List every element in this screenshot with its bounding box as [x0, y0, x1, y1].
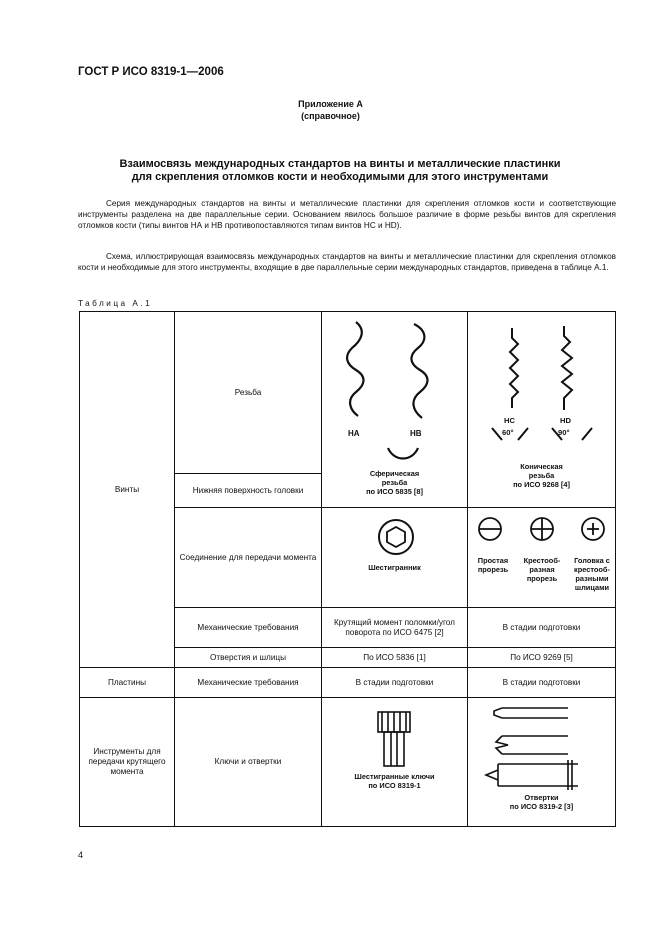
plates-preparation-a: В стадии подготовки — [322, 668, 468, 698]
conical-thread-cell — [468, 312, 616, 508]
slot-caption-1: Простая — [477, 556, 509, 565]
head-surface-label: Нижняя поверхность головки — [175, 474, 322, 508]
paragraph-1: Серия международных стандартов на винты и металлические пластинки для скрепления отломков кости и соответствующие инструменты разделена на две параллельные серии. Основанием явилось большое различие в форме резьбы винтов для скрепления отломков кости (типы винтов НА и НВ противопоставляются типам винтов НС и HD). — [78, 199, 616, 230]
hex-key-cell — [322, 698, 468, 827]
table-row — [80, 312, 616, 474]
crosshead-caption-4: шлицами — [574, 583, 610, 592]
table-caption: Таблица А.1 — [78, 299, 153, 308]
standards-table — [79, 311, 616, 827]
page-number: 4 — [78, 850, 84, 860]
mechanical-label: Механические требования — [175, 608, 322, 648]
keys-label: Ключи и отвертки — [175, 698, 322, 827]
conical-caption-3: по ИСО 9268 [4] — [513, 480, 570, 489]
screwdriver-cell — [468, 698, 616, 827]
slot-caption-2: прорезь — [477, 565, 509, 574]
cross-caption-2: разная — [529, 565, 555, 574]
slot-types-cell — [468, 508, 616, 608]
cross-caption-3: прорезь — [526, 574, 558, 583]
appendix-subtitle: (справочное) — [301, 111, 360, 121]
hd-label: HD — [560, 416, 571, 425]
angle-hd: 90° — [558, 428, 570, 437]
table-row — [80, 698, 616, 827]
spherical-caption-3: по ИСО 5835 [8] — [366, 487, 423, 496]
hexagon-caption: Шестигранник — [368, 563, 421, 572]
instruments-cell: Инструменты для передачи крутящего момента — [80, 698, 175, 827]
hex-key-caption-1: Шестигранные ключи — [354, 772, 435, 781]
plates-preparation-b: В стадии подготовки — [468, 668, 616, 698]
crosshead-caption-3: разными — [575, 574, 609, 583]
spherical-caption-1: Сферическая — [369, 469, 420, 478]
conical-caption-2: резьба — [528, 471, 555, 480]
plates-mechanical-label: Механические требования — [175, 668, 322, 698]
cross-caption-1: Крестооб- — [523, 556, 561, 565]
title-line-2: для скрепления отломков кости и необходимыми для этого инструментами — [131, 171, 549, 183]
title-line-1: Взаимосвязь международных стандартов на винты и металлические пластинки — [119, 158, 561, 170]
plates-cell: Пластины — [80, 668, 175, 698]
angle-hc: 60° — [502, 428, 514, 437]
paragraph-2: Схема, иллюстрирующая взаимосвязь международных стандартов на винты и металлические пластинки для скрепления отломков кости и необходимые для этого инструменты, входящие в две параллельные серии международных стандартов, приведена в таблице А.1. — [78, 252, 616, 272]
table-row — [80, 668, 616, 698]
appendix-heading — [0, 98, 661, 122]
driver-caption-1: Отвертки — [524, 793, 559, 802]
iso9269-cell: По ИСО 9269 [5] — [468, 648, 616, 668]
appendix-title: Приложение А — [298, 99, 363, 109]
in-preparation-cell: В стадии подготовки — [468, 608, 616, 648]
driver-caption-2: по ИСО 8319-2 [3] — [509, 802, 574, 811]
torque-cell: Крутящий момент поломки/угол поворота по ИСО 6475 [2] — [322, 608, 468, 648]
spherical-thread-cell — [322, 312, 468, 508]
hex-key-caption-2: по ИСО 8319-1 — [368, 781, 421, 790]
drive-label: Соединение для передачи момента — [175, 508, 322, 608]
crosshead-caption-2: крестооб- — [574, 565, 610, 574]
hexagon-cell — [322, 508, 468, 608]
document-header: ГОСТ Р ИСО 8319-1—2006 — [78, 66, 224, 78]
section-title — [60, 158, 620, 184]
holes-label: Отверстия и шлицы — [175, 648, 322, 668]
screws-cell: Винты — [80, 312, 175, 668]
ha-label: НА — [348, 429, 360, 438]
spherical-caption-2: резьба — [381, 478, 408, 487]
hb-label: НВ — [410, 429, 422, 438]
thread-label: Резьба — [175, 312, 322, 474]
iso5836-cell: По ИСО 5836 [1] — [322, 648, 468, 668]
crosshead-caption-1: Головка с — [574, 556, 610, 565]
conical-caption-1: Коническая — [520, 462, 563, 471]
hc-label: НС — [504, 416, 515, 425]
hex-key-icon — [322, 698, 468, 827]
hexagon-socket-icon — [322, 508, 468, 608]
